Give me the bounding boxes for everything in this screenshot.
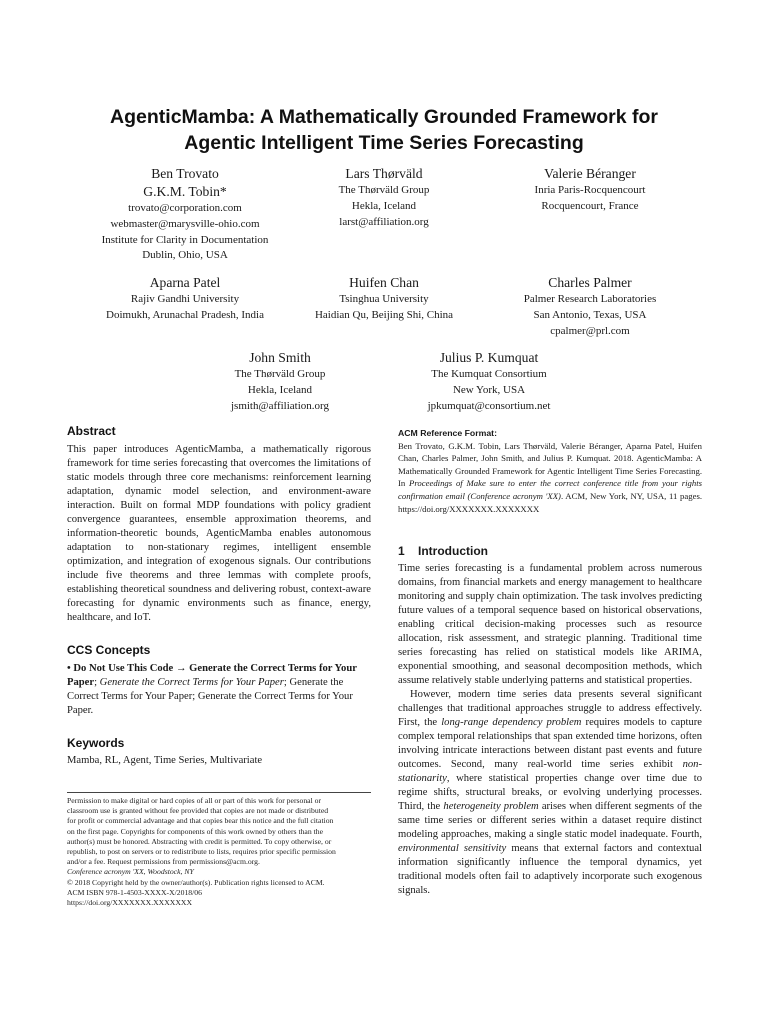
section-number: 1 (398, 544, 405, 558)
ccs-separator: ; (94, 677, 100, 688)
section-title: Introduction (418, 544, 488, 558)
keywords-section (67, 735, 371, 768)
author-affiliation: The Kumquat Consortium (431, 368, 547, 380)
author-block-palmer (485, 273, 695, 339)
introduction-heading (398, 544, 488, 558)
acm-reference-publisher: . ACM, New York, NY, USA, 11 pages. https://doi.org/XXXXXXX.XXXXXXX (398, 490, 702, 514)
author-name: John Smith (249, 350, 311, 365)
author-name: Aparna Patel (149, 275, 221, 290)
permission-line: classroom use is granted without fee provided that copies are not made or distributed (67, 806, 329, 816)
author-email: jsmith@affiliation.org (230, 399, 330, 412)
author-location: Haidian Qu, Beijing Shi, China (314, 308, 454, 321)
intro-text: requires models to capture complex temporal relationships that span extended time horizons, often involving intricate interactions between distant past events and future outcomes. Second, many real-world time series exhibit (398, 717, 702, 770)
intro-paragraph-1: Time series forecasting is a fundamental problem across numerous domains, from financial markets and energy management to healthcare monitoring and supply chain optimization. The task involves predicting future values of a temporal sequence based on historical observations, enabling critical decision-making processes such as resource allocation, risk assessment, and strategic planning. Traditional time series forecasting has relied on statistical models like ARIMA, exponential smoothing, and seasonal decomposition methods, which assume relatively stable underlying patterns and statistical properties. (398, 563, 702, 686)
author-location: New York, USA (452, 383, 526, 396)
author-location: San Antonio, Texas, USA (533, 308, 647, 321)
author-affiliation: The Thørväld Group (338, 184, 430, 196)
author-location: Doimukh, Arunachal Pradesh, India (106, 308, 264, 321)
keywords-text: Mamba, RL, Agent, Time Series, Multivariate (67, 755, 263, 766)
isbn-line: ACM ISBN 978-1-4503-XXXX-X/2018/06 (67, 887, 202, 897)
acm-reference-heading: ACM Reference Format: (398, 428, 497, 438)
ccs-concept-italic: Generate the Correct Terms for Your Paper (99, 677, 284, 688)
intro-text: However, modern time series data presents several significant challenges that traditional approaches struggle to address effectively. First, the (398, 689, 702, 728)
keywords-heading: Keywords (67, 736, 125, 750)
intro-emphasis: non-stationarity (398, 759, 702, 784)
author-name: Valerie Béranger (544, 166, 636, 181)
author-block-trovato (70, 164, 300, 264)
ccs-concept-bold: Do Not Use This Code → Generate the Correct Terms for Your Paper (67, 663, 357, 688)
author-block-beranger (485, 164, 695, 215)
permission-line: for profit or commercial advantage and that copies bear this notice and the full citation (67, 816, 334, 826)
paper-title (40, 104, 728, 156)
author-name-secondary: G.K.M. Tobin* (143, 184, 227, 199)
footnote-rule (67, 792, 371, 793)
title-line-1: AgenticMamba: A Mathematically Grounded Framework for (110, 106, 658, 128)
ccs-section (67, 642, 371, 718)
author-block-thorvald (289, 164, 479, 230)
acm-reference-text (398, 440, 702, 516)
permission-line: republish, to post on servers or to redistribute to lists, requires prior specific permission (67, 847, 336, 857)
author-affiliation: Palmer Research Laboratories (523, 293, 657, 305)
permission-line: author(s) must be honored. Abstracting with credit is permitted. To copy otherwise, or (67, 836, 332, 846)
author-name: Lars Thørväld (345, 166, 423, 181)
intro-text: arises when different segments of the same time series or different series within a dataset require distinct modeling approaches, making a single static model inadequate. Fourth, (398, 801, 702, 840)
author-name: Charles Palmer (548, 275, 632, 290)
author-block-smith (185, 348, 375, 414)
copyright-line: © 2018 Copyright held by the owner/author(s). Publication rights licensed to ACM. (67, 877, 325, 887)
abstract-text: This paper introduces AgenticMamba, a mathematically rigorous framework for time series forecasting that overcomes the limitations of static models through three core mechanisms: reinforcement learning adaptation, dynamic model selection, and environment-aware interaction. Built on formal MDP foundations with policy gradient convergence guarantees, ensemble approximation theorems, and information-theoretic bounds, AgenticMamba enables autonomous adaptation to non-stationary regimes, intelligent ensemble optimization, and integration of exogenous signals. Our contributions include five theorems and three lemmas with complete proofs, establishing theoretical soundness and delivering robust, context-aware forecasting for dynamic environments such as finance, energy, healthcare, and IoT. (67, 444, 371, 623)
author-block-patel (70, 273, 300, 324)
author-affiliation: The Thørväld Group (234, 368, 326, 380)
conference-line: Conference acronym 'XX, Woodstock, NY (67, 867, 194, 877)
acm-reference-format (398, 427, 702, 515)
intro-emphasis: heterogeneity problem (443, 801, 539, 812)
ccs-heading: CCS Concepts (67, 643, 151, 657)
author-block-chan (289, 273, 479, 324)
author-location: Rocquencourt, France (541, 199, 639, 212)
author-email: larst@affiliation.org (339, 215, 429, 228)
author-email: jpkumquat@consortium.net (427, 399, 551, 412)
author-email: trovato@corporation.com (128, 202, 242, 214)
title-line-2: Agentic Intelligent Time Series Forecasting (184, 132, 584, 154)
abstract-heading: Abstract (67, 424, 116, 438)
author-affiliation: Institute for Clarity in Documentation (101, 233, 269, 246)
author-location: Hekla, Iceland (351, 199, 417, 212)
intro-emphasis: long-range dependency problem (441, 717, 582, 728)
ccs-concept-rest: ; Generate the Correct Terms for Your Paper; Generate the Correct Terms for Your Paper. (67, 677, 353, 716)
permission-line: on the first page. Copyrights for components of this work owned by others than the (67, 826, 323, 836)
author-name: Huifen Chan (349, 275, 419, 290)
abstract-section (67, 423, 371, 625)
acm-reference-citation: Ben Trovato, G.K.M. Tobin, Lars Thørväld, Valerie Béranger, Aparna Patel, Huifen Chan, Charles Palmer, John Smith, and Julius P. Kumquat. 2018. AgenticMamba: A Mathematically Grounded Framework for Agentic Intelligent Time Series Forecasting. In (398, 440, 702, 489)
copyright-footnote (67, 796, 371, 908)
author-email: webmaster@marysville-ohio.com (110, 217, 260, 230)
ccs-text (67, 662, 371, 718)
author-block-kumquat (384, 348, 594, 414)
acm-reference-proceedings: Proceedings of Make sure to enter the correct conference title from your rights confirmation email (Conference acronym 'XX) (398, 478, 702, 501)
intro-text: , where statistical properties change over time due to regime shifts, structural breaks, or evolving underlying processes. Third, the (398, 773, 702, 812)
permission-line: and/or a fee. Request permissions from permissions@acm.org. (67, 857, 260, 867)
author-name: Ben Trovato (151, 166, 219, 181)
introduction-body (398, 562, 702, 898)
doi-line: https://doi.org/XXXXXXX.XXXXXXX (67, 898, 192, 908)
author-location: Hekla, Iceland (247, 383, 313, 396)
author-email: cpalmer@prl.com (550, 324, 630, 337)
ccs-bullet: • (67, 663, 71, 674)
intro-paragraph-2 (398, 688, 702, 898)
author-affiliation: Inria Paris-Rocquencourt (534, 184, 646, 196)
intro-emphasis: environmental sensitivity (398, 843, 507, 854)
intro-text: means that external factors and contextual information significantly influence the temporal dynamics, yet traditional models often fail to adaptively incorporate such exogenous signals. (398, 843, 702, 896)
author-affiliation: Tsinghua University (339, 293, 429, 305)
author-name: Julius P. Kumquat (439, 350, 539, 365)
permission-line: Permission to make digital or hard copies of all or part of this work for personal or (67, 796, 322, 805)
author-affiliation: Rajiv Gandhi University (130, 293, 240, 305)
author-location: Dublin, Ohio, USA (142, 249, 228, 262)
